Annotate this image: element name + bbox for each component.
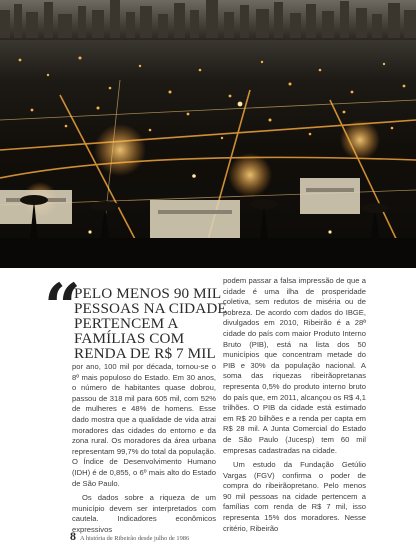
right-paragraph-1: podem passar a falsa impressão de que a cidade é uma ilha de prosperidade coletiva, sem redutos de miséria ou de pobreza. De acordo com dados do IBGE, divulgados em 2010, Ribeirão é a 28ª cidade do país com maior Produto Interno Bruto (PIB), está na lista dos 50 municípios que concentram metade do PIB e 30% da população nacional. A soma das riquezas ribeirãopretanas representa 0,5% do produto interno bruto do país que, em 2011, alcançou os R$ 4,1 trilhões. O PIB da cidade está estimado em R$ 20 bilhões e a renda per capta em R$ 28 mil. A Junta Comercial do Estado de São Paulo (Jucesp) tem 60 mil empresas cadastradas na cidade. bbox=[223, 276, 366, 455]
right-column bbox=[223, 276, 366, 538]
left-column bbox=[72, 362, 216, 540]
running-title: A história de Ribeirão desde julho de 1986 bbox=[80, 535, 190, 542]
city-night-photo-icon bbox=[0, 0, 416, 268]
city-night-photo bbox=[0, 0, 416, 268]
page-footer bbox=[70, 529, 189, 544]
opening-quote-mark-icon: “ bbox=[44, 270, 81, 345]
left-paragraph-1: por ano, 100 mil por década, tornou-se o 8º mais populoso do Estado. Em 30 anos, o número de habitantes quase dobrou, passou de 318 mil para 605 mil, com 52% de mulheres e 48% de homens. Esse dado mostra que a qualidade de vida atrai moradores das cidades do entorno e da zona rural. Os moradores da área urbana representam 99,7% do total da população. O Índice de Desenvolvimento Humano (IDH) é de 0,855, o 6º mais alto do Estado de São Paulo. bbox=[72, 362, 216, 488]
page-number: 8 bbox=[70, 529, 76, 543]
pull-quote: PELO MENOS 90 MIL PESSOAS NA CIDADE PERTENCEM A FAMÍLIAS COM RENDA DE R$ 7 MIL bbox=[74, 285, 227, 362]
left-paragraph-2: Os dados sobre a riqueza de um município devem ser interpretados com cautela. Indicadores econômicos expressivos bbox=[72, 493, 216, 534]
right-paragraph-2: Um estudo da Fundação Getúlio Vargas (FGV) confirma o poder de compra do ribeirãopretano. Pelo menos 90 mil pessoas na cidade pertencem a famílias com renda de R$ 7 mil, isso representa 15% dos moradores. Nesse critério, Ribeirão bbox=[223, 460, 366, 533]
